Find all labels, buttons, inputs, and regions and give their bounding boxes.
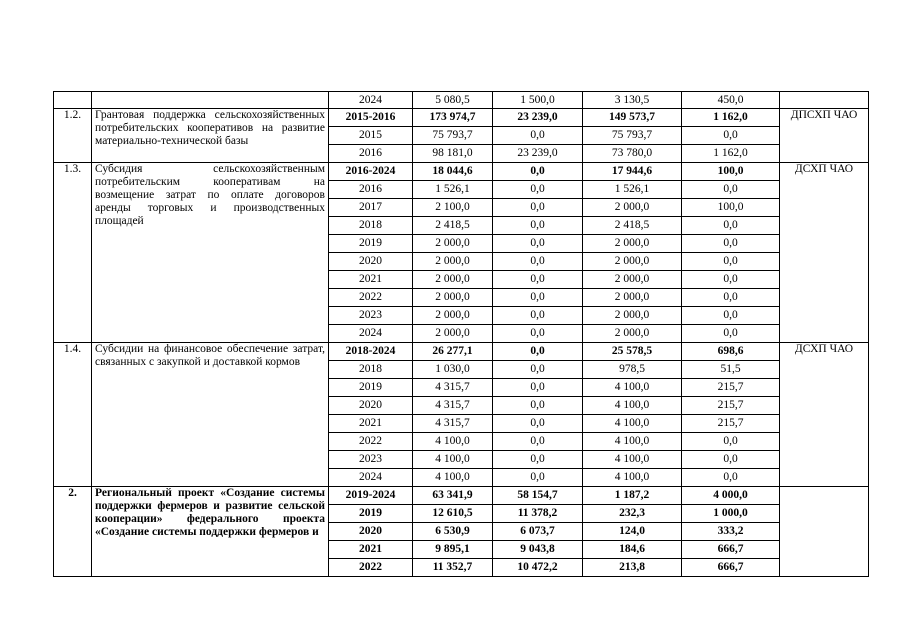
table-row	[54, 343, 869, 361]
responsible-executor: ДПСХП ЧАО	[780, 109, 869, 163]
cell-other: 1 162,0	[682, 109, 780, 127]
cell-reg: 2 000,0	[583, 253, 682, 271]
cell-fed: 0,0	[493, 199, 583, 217]
cell-year: 2020	[329, 523, 413, 541]
cell-total: 1 526,1	[413, 181, 493, 199]
cell-year: 2022	[329, 289, 413, 307]
cell-total: 4 100,0	[413, 451, 493, 469]
cell-reg: 25 578,5	[583, 343, 682, 361]
cell-fed: 0,0	[493, 469, 583, 487]
cell-fed: 11 378,2	[493, 505, 583, 523]
cell-other: 0,0	[682, 271, 780, 289]
cell-total: 2 000,0	[413, 271, 493, 289]
cell-year: 2015	[329, 127, 413, 145]
cell-reg: 978,5	[583, 361, 682, 379]
responsible-executor	[780, 487, 869, 577]
cell-year: 2016	[329, 145, 413, 163]
table-row	[54, 109, 869, 127]
item-number	[54, 92, 92, 109]
cell-fed: 23 239,0	[493, 145, 583, 163]
cell-fed: 6 073,7	[493, 523, 583, 541]
cell-year: 2024	[329, 325, 413, 343]
cell-other: 0,0	[682, 469, 780, 487]
cell-other: 100,0	[682, 163, 780, 181]
cell-fed: 0,0	[493, 163, 583, 181]
item-name	[92, 92, 329, 109]
cell-fed: 0,0	[493, 181, 583, 199]
cell-other: 0,0	[682, 433, 780, 451]
cell-fed: 0,0	[493, 397, 583, 415]
table-row	[54, 487, 869, 505]
cell-reg: 4 100,0	[583, 415, 682, 433]
cell-total: 4 315,7	[413, 379, 493, 397]
cell-total: 2 000,0	[413, 307, 493, 325]
cell-year: 2021	[329, 541, 413, 559]
cell-fed: 58 154,7	[493, 487, 583, 505]
cell-reg: 1 526,1	[583, 181, 682, 199]
cell-total: 18 044,6	[413, 163, 493, 181]
responsible-executor	[780, 92, 869, 109]
cell-reg: 2 000,0	[583, 289, 682, 307]
cell-year: 2022	[329, 559, 413, 577]
cell-reg: 124,0	[583, 523, 682, 541]
cell-other: 333,2	[682, 523, 780, 541]
item-name: Субсидия сельскохозяйственным потребительским кооперативам на возмещение затрат по оплате договоров аренды торговых и производственных площадей	[92, 163, 329, 343]
cell-fed: 0,0	[493, 325, 583, 343]
cell-reg: 232,3	[583, 505, 682, 523]
item-number: 1.2.	[54, 109, 92, 163]
cell-other: 0,0	[682, 289, 780, 307]
cell-year: 2016	[329, 181, 413, 199]
item-number: 2.	[54, 487, 92, 577]
cell-reg: 2 000,0	[583, 271, 682, 289]
cell-fed: 0,0	[493, 343, 583, 361]
cell-total: 2 000,0	[413, 325, 493, 343]
cell-total: 2 000,0	[413, 235, 493, 253]
cell-other: 0,0	[682, 325, 780, 343]
cell-fed: 10 472,2	[493, 559, 583, 577]
cell-other: 698,6	[682, 343, 780, 361]
cell-reg: 2 418,5	[583, 217, 682, 235]
cell-total: 6 530,9	[413, 523, 493, 541]
item-number: 1.4.	[54, 343, 92, 487]
cell-reg: 149 573,7	[583, 109, 682, 127]
cell-other: 215,7	[682, 379, 780, 397]
cell-other: 215,7	[682, 397, 780, 415]
cell-year: 2016-2024	[329, 163, 413, 181]
cell-total: 1 030,0	[413, 361, 493, 379]
cell-total: 5 080,5	[413, 92, 493, 109]
cell-fed: 0,0	[493, 451, 583, 469]
cell-total: 4 315,7	[413, 397, 493, 415]
cell-fed: 0,0	[493, 235, 583, 253]
table-row	[54, 163, 869, 181]
cell-fed: 0,0	[493, 253, 583, 271]
cell-other: 0,0	[682, 307, 780, 325]
cell-other: 100,0	[682, 199, 780, 217]
cell-reg: 2 000,0	[583, 235, 682, 253]
cell-year: 2019	[329, 235, 413, 253]
cell-year: 2019	[329, 379, 413, 397]
cell-other: 0,0	[682, 127, 780, 145]
cell-total: 11 352,7	[413, 559, 493, 577]
program-funding-table	[53, 91, 869, 577]
cell-fed: 0,0	[493, 379, 583, 397]
cell-reg: 17 944,6	[583, 163, 682, 181]
cell-year: 2019	[329, 505, 413, 523]
cell-other: 0,0	[682, 217, 780, 235]
cell-total: 2 000,0	[413, 253, 493, 271]
cell-year: 2024	[329, 469, 413, 487]
cell-other: 0,0	[682, 181, 780, 199]
cell-reg: 3 130,5	[583, 92, 682, 109]
cell-reg: 4 100,0	[583, 469, 682, 487]
cell-total: 173 974,7	[413, 109, 493, 127]
cell-reg: 4 100,0	[583, 379, 682, 397]
cell-year: 2018	[329, 217, 413, 235]
cell-year: 2021	[329, 415, 413, 433]
cell-other: 215,7	[682, 415, 780, 433]
cell-reg: 4 100,0	[583, 433, 682, 451]
cell-other: 666,7	[682, 559, 780, 577]
cell-other: 1 000,0	[682, 505, 780, 523]
cell-year: 2023	[329, 451, 413, 469]
cell-reg: 2 000,0	[583, 199, 682, 217]
cell-year: 2018	[329, 361, 413, 379]
cell-other: 450,0	[682, 92, 780, 109]
responsible-executor: ДСХП ЧАО	[780, 343, 869, 487]
cell-fed: 0,0	[493, 307, 583, 325]
cell-other: 666,7	[682, 541, 780, 559]
cell-reg: 2 000,0	[583, 325, 682, 343]
cell-fed: 0,0	[493, 415, 583, 433]
cell-reg: 73 780,0	[583, 145, 682, 163]
cell-reg: 4 100,0	[583, 397, 682, 415]
responsible-executor: ДСХП ЧАО	[780, 163, 869, 343]
cell-other: 0,0	[682, 235, 780, 253]
table-row	[54, 92, 869, 109]
cell-fed: 0,0	[493, 433, 583, 451]
item-name: Субсидии на финансовое обеспечение затрат, связанных с закупкой и доставкой кормов	[92, 343, 329, 487]
cell-reg: 184,6	[583, 541, 682, 559]
cell-year: 2019-2024	[329, 487, 413, 505]
cell-total: 2 418,5	[413, 217, 493, 235]
cell-other: 0,0	[682, 451, 780, 469]
cell-total: 98 181,0	[413, 145, 493, 163]
cell-fed: 0,0	[493, 361, 583, 379]
cell-fed: 0,0	[493, 289, 583, 307]
cell-other: 4 000,0	[682, 487, 780, 505]
cell-total: 4 100,0	[413, 469, 493, 487]
cell-total: 12 610,5	[413, 505, 493, 523]
cell-other: 51,5	[682, 361, 780, 379]
cell-fed: 9 043,8	[493, 541, 583, 559]
cell-total: 75 793,7	[413, 127, 493, 145]
cell-total: 63 341,9	[413, 487, 493, 505]
cell-total: 2 100,0	[413, 199, 493, 217]
cell-reg: 4 100,0	[583, 451, 682, 469]
cell-fed: 1 500,0	[493, 92, 583, 109]
cell-year: 2024	[329, 92, 413, 109]
cell-fed: 0,0	[493, 217, 583, 235]
cell-year: 2022	[329, 433, 413, 451]
item-name: Региональный проект «Создание системы поддержки фермеров и развитие сельской кооперации» федерального проекта «Создание системы поддержки фермеров и	[92, 487, 329, 577]
cell-year: 2020	[329, 253, 413, 271]
cell-other: 1 162,0	[682, 145, 780, 163]
cell-other: 0,0	[682, 253, 780, 271]
cell-total: 9 895,1	[413, 541, 493, 559]
table-body	[54, 92, 869, 577]
cell-fed: 0,0	[493, 271, 583, 289]
cell-total: 2 000,0	[413, 289, 493, 307]
cell-fed: 0,0	[493, 127, 583, 145]
cell-total: 4 100,0	[413, 433, 493, 451]
cell-year: 2015-2016	[329, 109, 413, 127]
cell-year: 2023	[329, 307, 413, 325]
cell-reg: 1 187,2	[583, 487, 682, 505]
cell-year: 2020	[329, 397, 413, 415]
cell-year: 2021	[329, 271, 413, 289]
cell-reg: 213,8	[583, 559, 682, 577]
cell-total: 26 277,1	[413, 343, 493, 361]
cell-fed: 23 239,0	[493, 109, 583, 127]
cell-reg: 75 793,7	[583, 127, 682, 145]
cell-reg: 2 000,0	[583, 307, 682, 325]
item-number: 1.3.	[54, 163, 92, 343]
cell-year: 2017	[329, 199, 413, 217]
cell-total: 4 315,7	[413, 415, 493, 433]
item-name: Грантовая поддержка сельскохозяйственных потребительских кооперативов на развитие материально-технической базы	[92, 109, 329, 163]
cell-year: 2018-2024	[329, 343, 413, 361]
